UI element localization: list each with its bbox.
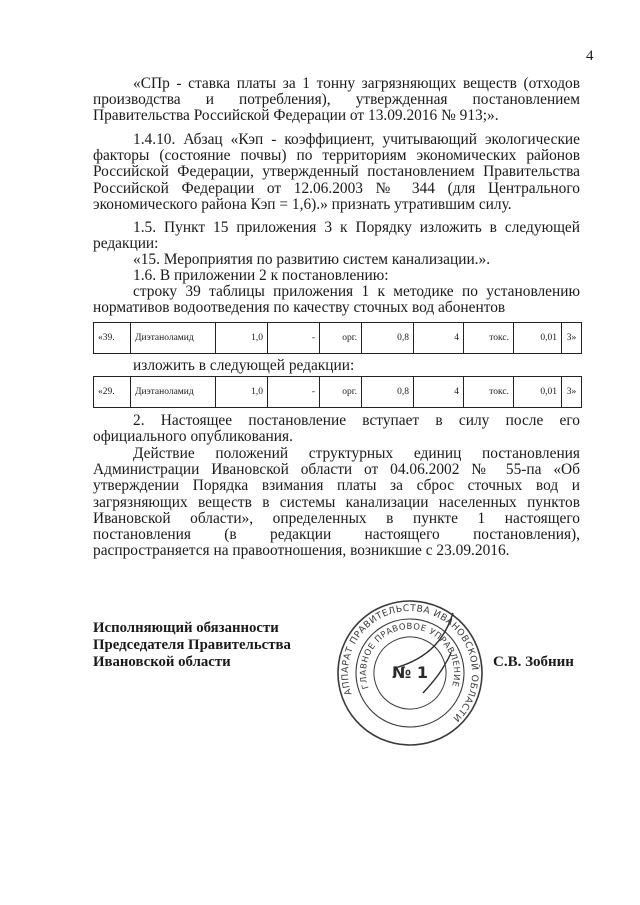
page-number: 4 xyxy=(586,48,594,64)
cell-value: орг. xyxy=(320,377,362,408)
cell-value: 4 xyxy=(414,377,464,408)
cell-value: 1,0 xyxy=(216,323,268,354)
signature-block xyxy=(93,620,291,671)
cell-number: «39. xyxy=(94,323,131,354)
paragraph-2-effect: 2. Настоящее постановление вступает в силу после его официального опубликования. xyxy=(93,412,580,446)
cell-value: 4 xyxy=(414,323,464,354)
cell-value: 3» xyxy=(562,323,582,354)
cell-value: 1,0 xyxy=(216,377,268,408)
table-row-new xyxy=(93,376,582,408)
cell-value: 0,01 xyxy=(514,323,562,354)
seal-number: № 1 xyxy=(392,663,428,682)
seal-inner-text: ГЛАВНОЕ ПРАВОВОЕ УПРАВЛЕНИЕ xyxy=(358,621,462,691)
signature-title-line: Ивановской области xyxy=(93,654,231,670)
cell-value: 0,8 xyxy=(362,323,414,354)
official-seal xyxy=(335,598,485,748)
seal-outer-text: АППАРАТ ПРАВИТЕЛЬСТВА ИВАНОВСКОЙ ОБЛАСТИ xyxy=(339,602,481,724)
paragraph-item-15: «15. Мероприятия по развитию систем канализации.». xyxy=(133,251,491,268)
paragraph-1-6: 1.6. В приложении 2 к постановлению: xyxy=(133,267,389,284)
paragraph-new-edition: изложить в следующей редакции: xyxy=(133,357,355,374)
cell-substance: Диэтаноламид xyxy=(131,377,216,408)
cell-substance: Диэтаноламид xyxy=(131,323,216,354)
signature-title-line: Председателя Правительства xyxy=(93,637,291,653)
cell-value: - xyxy=(268,323,320,354)
paragraph-row-39: строку 39 таблицы приложения 1 к методике по установлению нормативов водоотведения по качеству сточных вод абонентов xyxy=(93,283,580,317)
signature-title-line: Исполняющий обязанности xyxy=(93,620,279,636)
cell-value: 0,8 xyxy=(362,377,414,408)
paragraph-1-4-10: 1.4.10. Абзац «Кэп - коэффициент, учитывающий экологические факторы (состояние почвы) по территориям экономических районов Российской Федерации, утвержденный постановлением Правительства Российской Федерации от 12.06.2003 № 344 (для Центрального экономического района Кэп = 1,6).» признать утратившим силу. xyxy=(93,131,580,213)
cell-value: орг. xyxy=(320,323,362,354)
paragraph-scope: Действие положений структурных единиц постановления Администрации Ивановской области от 04.06.2002 № 55-па «Об утверждении Порядка взимания платы за сброс сточных вод и загрязняющих веществ в системы канализации населенных пунктов Ивановской области», определенных в пункте 1 настоящего постановления (в редакции настоящего постановления), распространяется на правоотношения, возникшие с 23.09.2016. xyxy=(93,445,580,560)
cell-value: - xyxy=(268,377,320,408)
cell-value: токс. xyxy=(464,377,514,408)
cell-value: 0,01 xyxy=(514,377,562,408)
cell-value: токс. xyxy=(464,323,514,354)
signatory-name: С.В. Зобнин xyxy=(493,654,574,670)
paragraph-1-5: 1.5. Пункт 15 приложения 3 к Порядку изложить в следующей редакции: xyxy=(93,219,580,253)
cell-value: 3» xyxy=(562,377,582,408)
paragraph-spr-rate: «СПр - ставка платы за 1 тонну загрязняющих веществ (отходов производства и потребления), утвержденная постановлением Правительства Российской Федерации от 13.09.2016 № 913;». xyxy=(93,75,580,125)
table-row-old xyxy=(93,322,582,354)
cell-number: «29. xyxy=(94,377,131,408)
